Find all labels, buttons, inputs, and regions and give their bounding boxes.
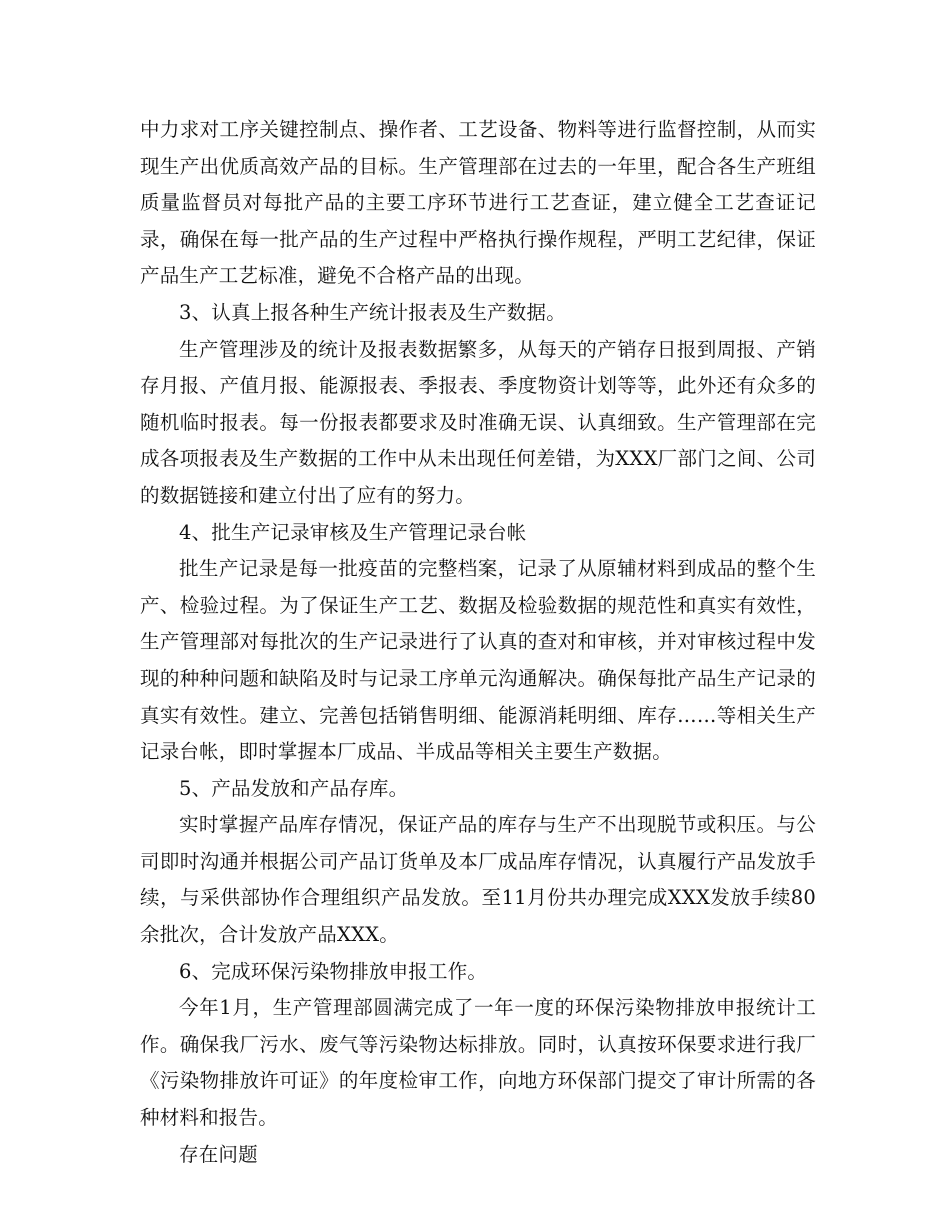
heading-product-release: 5、产品发放和产品存库。 [179, 776, 409, 800]
paragraph-statistics-reports: 生产管理涉及的统计及报表数据繁多，从每天的产销存日报到周报、产销存月报、产值月报、能源报表、季报表、季度物资计划等等，此外还有众多的随机临时报表。每一份报表都要求及时准确无误、认真细致。生产管理部在完成各项报表及生产数据的工作中从未出现任何差错，为XXX厂部门之间、公司的数据链接和建立付出了应有的努力。 [140, 337, 816, 507]
paragraph-process-control: 中力求对工序关键控制点、操作者、工艺设备、物料等进行监督控制，从而实现生产出优质高效产品的目标。生产管理部在过去的一年里，配合各生产班组质量监督员对每批产品的主要工序环节进行工艺查证，建立健全工艺查证记录，确保在每一批产品的生产过程中严格执行操作规程，严明工艺纪律，保证产品生产工艺标准，避免不合格产品的出现。 [140, 118, 816, 288]
document-body [140, 112, 816, 1173]
paragraph-product-release: 实时掌握产品库存情况，保证产品的库存与生产不出现脱节或积压。与公司即时沟通并根据公司产品订货单及本厂成品库存情况，认真履行产品发放手续，与采供部协作合理组织产品发放。至11月份共办理完成XXX发放手续80余批次，合计发放产品XXX。 [140, 813, 816, 947]
paragraph-environmental-reporting: 今年1月，生产管理部圆满完成了一年一度的环保污染物排放申报统计工作。确保我厂污水、废气等污染物达标排放。同时，认真按环保要求进行我厂《污染物排放许可证》的年度检审工作，向地方环保部门提交了审计所需的各种材料和报告。 [140, 996, 816, 1130]
paragraph-batch-records: 批生产记录是每一批疫苗的完整档案，记录了从原辅材料到成品的整个生产、检验过程。为了保证生产工艺、数据及检验数据的规范性和真实有效性，生产管理部对每批次的生产记录进行了认真的查对和审核，并对审核过程中发现的种种问题和缺陷及时与记录工序单元沟通解决。确保每批产品生产记录的真实有效性。建立、完善包括销售明细、能源消耗明细、库存……等相关生产记录台帐，即时掌握本厂成品、半成品等相关主要生产数据。 [140, 557, 816, 764]
heading-batch-records: 4、批生产记录审核及生产管理记录台帐 [179, 520, 527, 544]
heading-statistics-reports: 3、认真上报各种生产统计报表及生产数据。 [179, 300, 566, 324]
heading-environmental-reporting: 6、完成环保污染物排放申报工作。 [179, 959, 488, 983]
heading-existing-problems: 存在问题 [179, 1142, 258, 1166]
